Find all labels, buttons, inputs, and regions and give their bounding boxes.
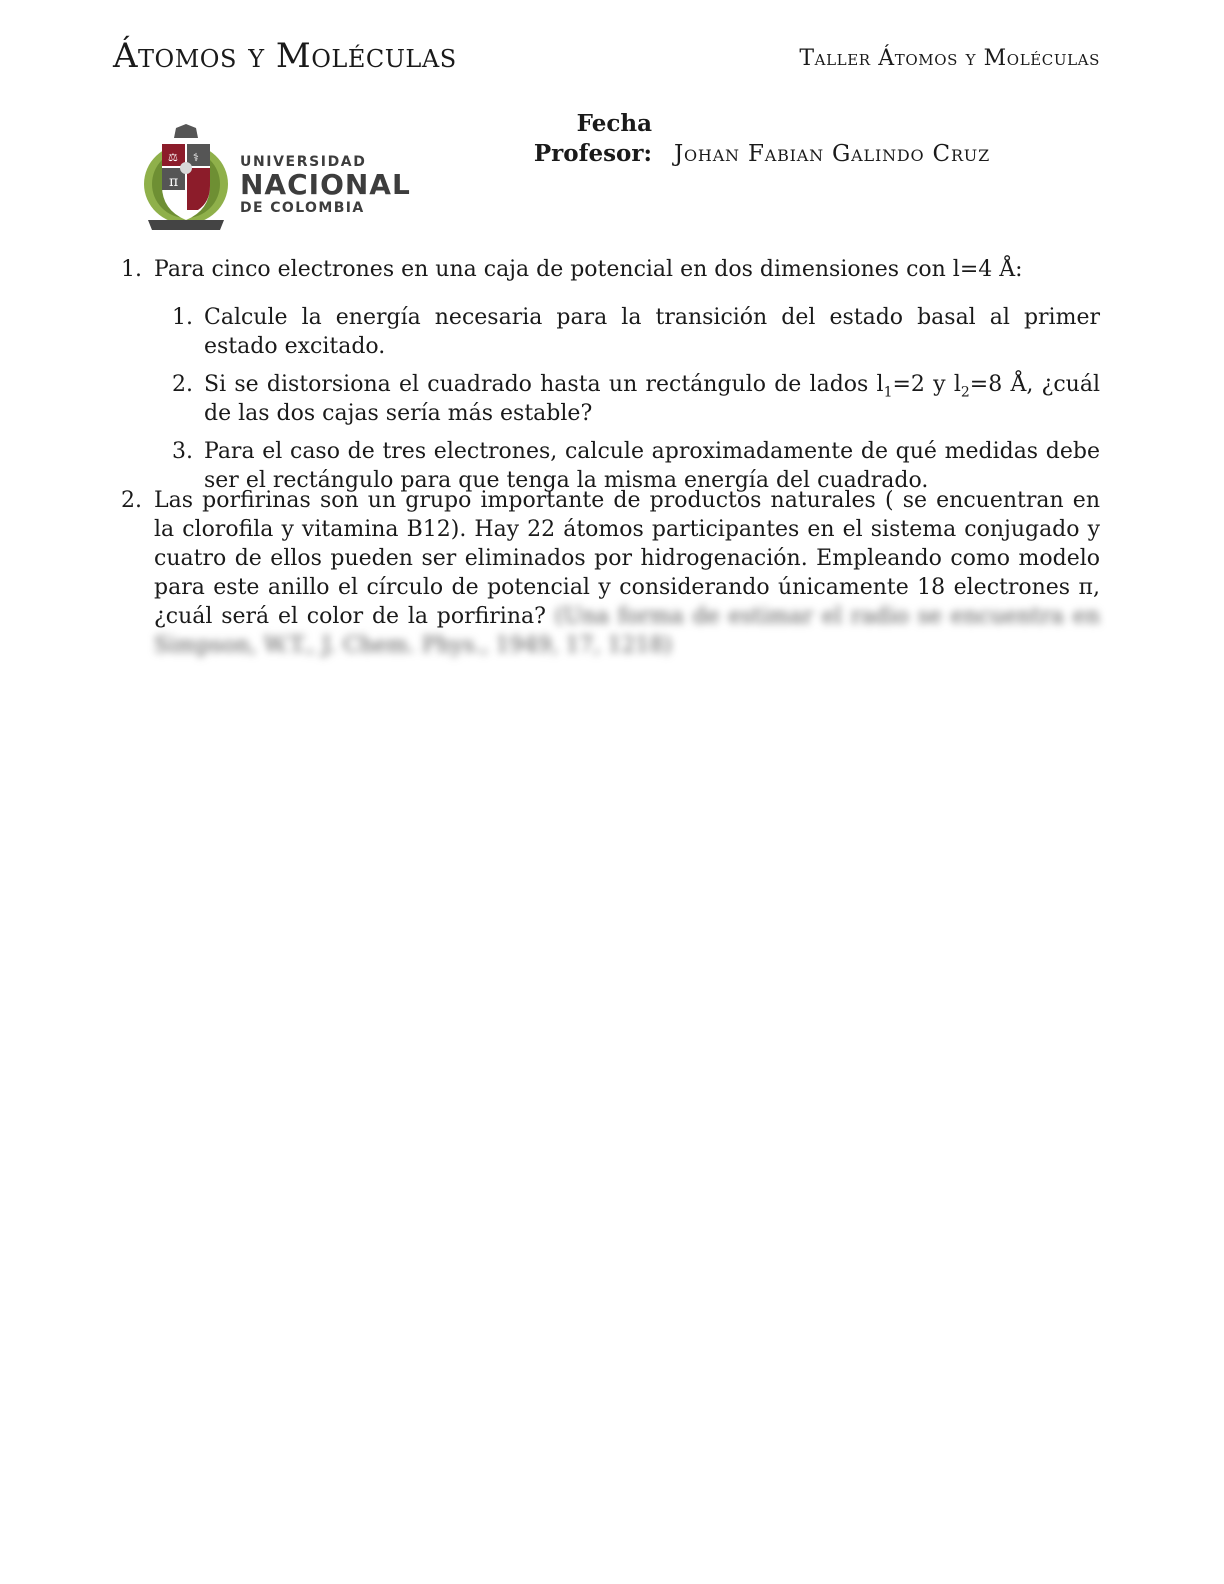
subquestion-1-2	[172, 370, 1100, 428]
university-logo	[140, 124, 411, 236]
subquestion-1-1	[172, 303, 1100, 361]
subquestion-number: 2.	[172, 372, 193, 397]
question-number: 2.	[121, 488, 142, 513]
logo-line-universidad: UNIVERSIDAD	[240, 154, 367, 170]
subquestion-text-part: Si se distorsiona el cuadrado hasta un rectángulo de lados l	[204, 372, 884, 397]
svg-text:⚖: ⚖	[168, 151, 178, 164]
question-2	[113, 486, 1100, 660]
university-shield-icon	[140, 124, 232, 236]
subquestion-text	[204, 370, 1100, 428]
question-text	[154, 486, 1100, 660]
subscript-1: 1	[883, 384, 893, 401]
question-text: Para cinco electrones en una caja de potencial en dos dimensiones con l=4 Å:	[154, 257, 1023, 282]
subquestion-text-part: =8 Å, ¿cuál de las dos cajas sería más estable?	[204, 372, 1100, 426]
question-1	[113, 255, 1100, 495]
date-row	[520, 110, 990, 140]
question-number: 1.	[121, 257, 142, 282]
university-wordmark	[240, 154, 411, 216]
subquestion-text-part: =2 y l	[892, 372, 961, 397]
logo-line-colombia: DE COLOMBIA	[240, 200, 365, 216]
question-text-main: Las porfirinas son un grupo importante de productos naturales ( se encuentran en la clorofila y vitamina B12). Hay 22 átomos participantes en el sistema conjugado y cuatro de ellos pueden ser eliminados por hidrogenación. Empleando como modelo para este anillo el círculo de potencial y considerando únicamente 18 electrones π, ¿cuál será el color de la porfirina?	[154, 488, 1100, 629]
svg-text:π: π	[169, 174, 179, 190]
blurred-reference: (Una forma de estimar el radio se encuentra en Simpson, W.T., J. Chem. Phys., 1949, 17, 1218)	[154, 604, 1100, 658]
subquestion-text: Calcule la energía necesaria para la transición del estado basal al primer estado excitado.	[204, 305, 1100, 359]
subscript-2: 2	[960, 384, 970, 401]
meta-info	[520, 110, 990, 170]
svg-text:⚕: ⚕	[193, 151, 199, 164]
professor-label: Profesor:	[533, 140, 652, 167]
logo-line-nacional: NACIONAL	[240, 168, 411, 201]
professor-row	[520, 140, 990, 170]
date-label: Fecha	[576, 110, 652, 137]
course-title: Átomos y Moléculas	[113, 36, 457, 76]
professor-name: Johan Fabian Galindo Cruz	[674, 141, 990, 167]
subquestion-text: Para el caso de tres electrones, calcule aproximadamente de qué medidas debe ser el rectángulo para que tenga la misma energía del cuadrado.	[204, 439, 1100, 493]
worksheet-title: Taller Átomos y Moléculas	[799, 46, 1100, 71]
subquestion-number: 3.	[172, 439, 193, 464]
subquestion-number: 1.	[172, 305, 193, 330]
